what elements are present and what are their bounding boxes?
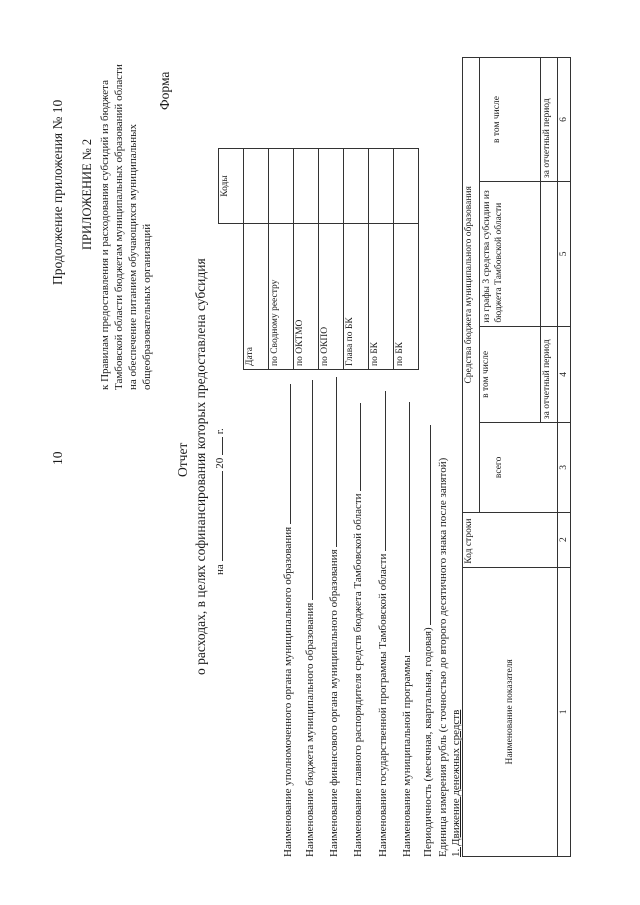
column-number: 1 [558, 567, 571, 856]
field-unit: Единица измерения рубль (с точностью до второго десятичного знака после запятой) [437, 457, 449, 857]
codes-value [294, 149, 319, 224]
field-distributor [350, 403, 364, 857]
codes-row [394, 149, 419, 370]
codes-row [269, 149, 294, 370]
report-subtitle: о расходах, в целях софинансирования которых предоставлена субсидия [193, 258, 208, 675]
codes-row-label: по БК [369, 224, 394, 370]
appendix-lines [98, 64, 154, 390]
codes-value [369, 149, 394, 224]
cash-flow-table [462, 57, 571, 857]
field-label: Наименование государственной программы Тамбовской области [377, 553, 389, 857]
column-number: 2 [558, 512, 571, 567]
date-year: 20 [214, 457, 226, 469]
codes-value [269, 149, 294, 224]
field-blank [420, 425, 431, 625]
date-prefix: на [214, 564, 226, 575]
form-label: Форма [157, 71, 172, 110]
header-subsidy-spacer [541, 182, 558, 327]
header-total: всего [480, 423, 558, 513]
appendix-line: Тамбовской области бюджетам муниципальных образований области [113, 64, 125, 390]
codes-row [294, 149, 319, 370]
field-budget [302, 380, 316, 857]
table-header-row [463, 58, 480, 857]
field-blank [302, 380, 313, 600]
field-blank [375, 391, 386, 551]
column-number: 3 [558, 423, 571, 513]
appendix-line: на обеспечение питанием обучающихся муниципальных [127, 124, 139, 390]
codes-value [394, 149, 419, 224]
header-row-code: Код строки [463, 512, 558, 567]
codes-value [319, 149, 344, 224]
page-number: 10 [50, 451, 65, 465]
date-blank [212, 471, 223, 561]
header-period-1: за отчетный период [541, 326, 558, 422]
header-subsidy-funds: из графы 3 средства субсидии из бюджета Тамбовской области [480, 182, 541, 327]
field-label: Наименование финансового органа муниципального образования [328, 549, 340, 857]
codes-row-label: Дата [244, 224, 269, 370]
field-periodicity [420, 425, 434, 857]
codes-row-label: Глава по БК [344, 224, 369, 370]
field-label: Наименование уполномоченного органа муниципального образования [282, 526, 294, 857]
field-blank [280, 384, 291, 524]
codes-row-label: по ОКТМО [294, 224, 319, 370]
column-number: 5 [558, 182, 571, 327]
codes-row [369, 149, 394, 370]
codes-row [244, 149, 269, 370]
codes-row-label: по Сводному реестру [269, 224, 294, 370]
field-blank [326, 377, 337, 547]
column-number: 6 [558, 58, 571, 182]
field-blank [350, 403, 361, 491]
codes-table [218, 148, 419, 370]
header-municipal-budget: Средства бюджета муниципального образования [463, 58, 480, 513]
table-row [558, 58, 571, 857]
header-period-2: за отчетный период [541, 58, 558, 182]
field-label: Периодичность (месячная, квартальная, годовая) [422, 627, 434, 857]
codes-row [319, 149, 344, 370]
field-authority [280, 384, 294, 857]
codes-value [344, 149, 369, 224]
appendix-line: общеобразовательных организаций [141, 223, 153, 390]
codes-row-label: по БК [394, 224, 419, 370]
field-blank [399, 402, 410, 652]
section-title: 1. Движение денежных средств [450, 709, 462, 857]
codes-header: Коды [219, 149, 244, 224]
field-label: Наименование муниципальной программы [401, 655, 413, 857]
codes-row [344, 149, 369, 370]
codes-row-label: по ОКПО [319, 224, 344, 370]
header-indicator: Наименование показателя [463, 567, 558, 856]
date-suffix: г. [214, 428, 226, 435]
continuation-header: Продолжение приложения № 10 [50, 99, 65, 285]
header-including-1: в том числе [480, 326, 541, 422]
report-title: Отчет [175, 442, 190, 477]
field-finance-body [326, 377, 340, 857]
codes-header-row [219, 149, 244, 370]
codes-header-spacer [219, 224, 244, 370]
header-including-2: в том числе [480, 58, 541, 182]
field-municipal-program [399, 402, 413, 857]
year-blank [212, 437, 223, 455]
appendix-title: ПРИЛОЖЕНИЕ № 2 [80, 138, 94, 250]
field-state-program [375, 391, 389, 857]
codes-value [244, 149, 269, 224]
column-number: 4 [558, 326, 571, 422]
field-label: Наименование бюджета муниципального образования [304, 602, 316, 857]
report-date-line [212, 428, 226, 575]
field-label: Наименование главного распорядителя средств бюджета Тамбовской области [352, 493, 364, 857]
appendix-line: к Правилам предоставления и расходования субсидий из бюджета [99, 80, 111, 390]
